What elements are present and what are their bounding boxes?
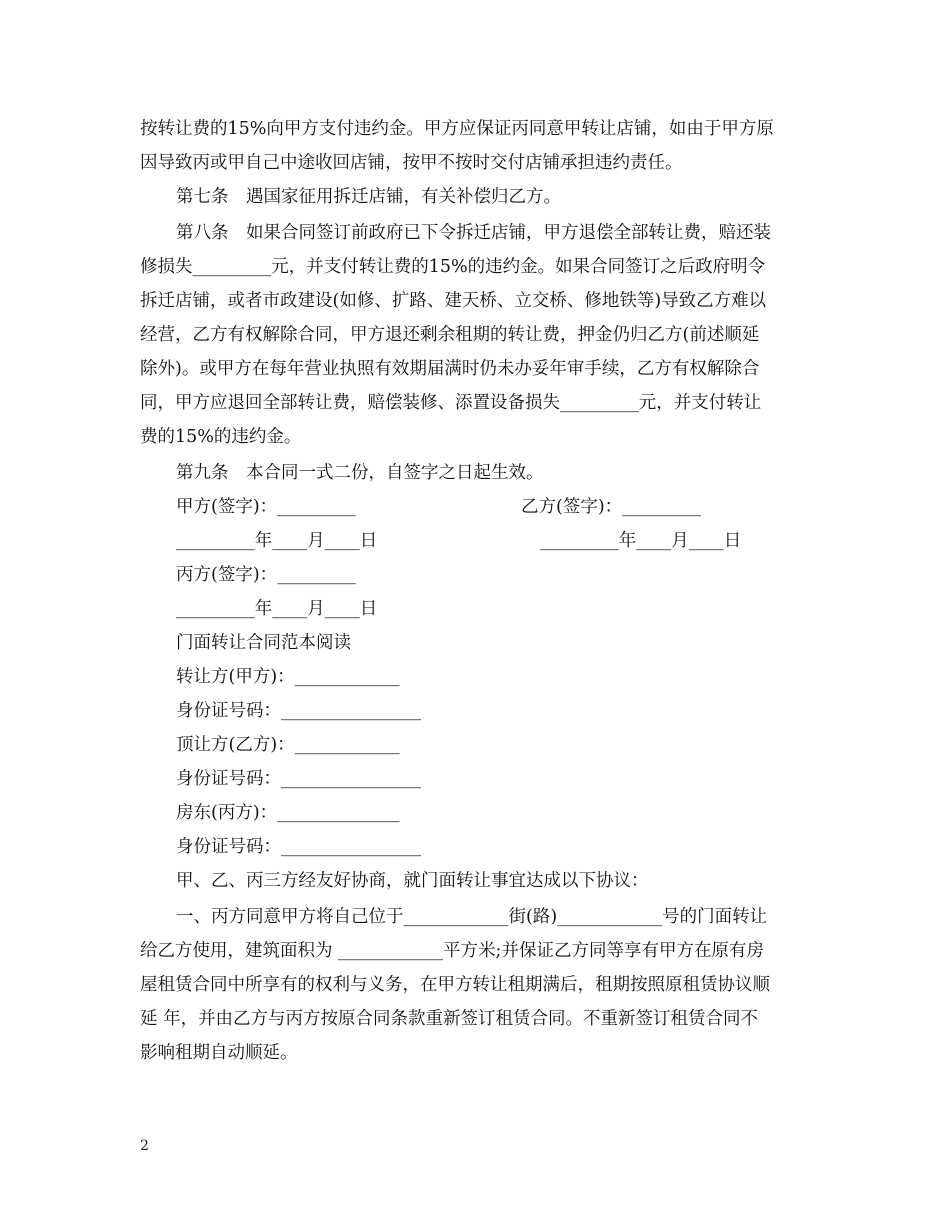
landlord-field: 房东(丙方)：______________: [176, 803, 400, 823]
article-7: 第七条 遇国家征用拆迁店铺，有关补偿归乙方。: [176, 187, 561, 207]
clause-1-line: 一、丙方同意甲方将自己位于____________街(路)____________号的门面转让: [176, 907, 768, 927]
clause-1-line: 屋租赁合同中所享有的权利与义务，在甲方转让租期满后，租期按照原租赁协议顺: [140, 975, 770, 995]
article-9: 第九条 本合同一式二份，自签字之日起生效。: [176, 463, 544, 483]
clause-1-line: 给乙方使用，建筑面积为 ____________平方米;并保证乙方同等享有甲方在原有房: [140, 941, 764, 961]
paragraph-line: 因导致丙或甲自己中途收回店铺，按甲不按时交付店铺承担违约责任。: [140, 153, 683, 173]
party-b-signature: 乙方(签字)：_________: [521, 497, 701, 517]
agreement-intro: 甲、乙、丙三方经友好协商，就门面转让事宜达成以下协议：: [176, 871, 649, 891]
section-heading: 门面转让合同范本阅读: [176, 633, 351, 653]
article-8-line: 修损失_________元，并支付转让费的15%的违约金。如果合同签订之后政府明令: [140, 257, 766, 277]
party-a-date: _________年____月____日: [176, 531, 378, 551]
article-8-line: 费的15%的违约金。: [140, 427, 302, 447]
party-a-signature: 甲方(签字)：_________: [176, 497, 356, 517]
party-c-date: _________年____月____日: [176, 599, 378, 619]
transferee-id-field: 身份证号码：________________: [176, 769, 421, 789]
clause-1-line: 影响租期自动顺延。: [140, 1043, 298, 1063]
article-8-line: 第八条 如果合同签订前政府已下令拆迁店铺，甲方退偿全部转让费，赔还装: [176, 223, 771, 243]
article-8-line: 除外)。或甲方在每年营业执照有效期届满时仍未办妥年审手续，乙方有权解除合: [140, 359, 760, 379]
clause-1-line: 延 年，并由乙方与丙方按原合同条款重新签订租赁合同。不重新签订租赁合同不: [140, 1009, 759, 1029]
transferor-field: 转让方(甲方)：____________: [176, 667, 400, 687]
article-8-line: 经营，乙方有权解除合同，甲方退还剩余租期的转让费，押金仍归乙方(前述顺延: [140, 325, 760, 345]
party-b-date: _________年____月____日: [540, 531, 742, 551]
article-8-line: 同，甲方应退回全部转让费，赔偿装修、添置设备损失_________元，并支付转让: [140, 393, 762, 413]
paragraph-line: 按转让费的15%向甲方支付违约金。甲方应保证丙同意甲转让店铺，如由于甲方原: [140, 119, 774, 139]
party-c-signature: 丙方(签字)：_________: [176, 565, 356, 585]
transferor-id-field: 身份证号码：________________: [176, 701, 421, 721]
transferee-field: 顶让方(乙方)：____________: [176, 735, 400, 755]
page-number: 2: [140, 1138, 149, 1154]
article-8-line: 拆迁店铺，或者市政建设(如修、扩路、建天桥、立交桥、修地铁等)导致乙方难以: [140, 291, 767, 311]
landlord-id-field: 身份证号码：________________: [176, 837, 421, 857]
